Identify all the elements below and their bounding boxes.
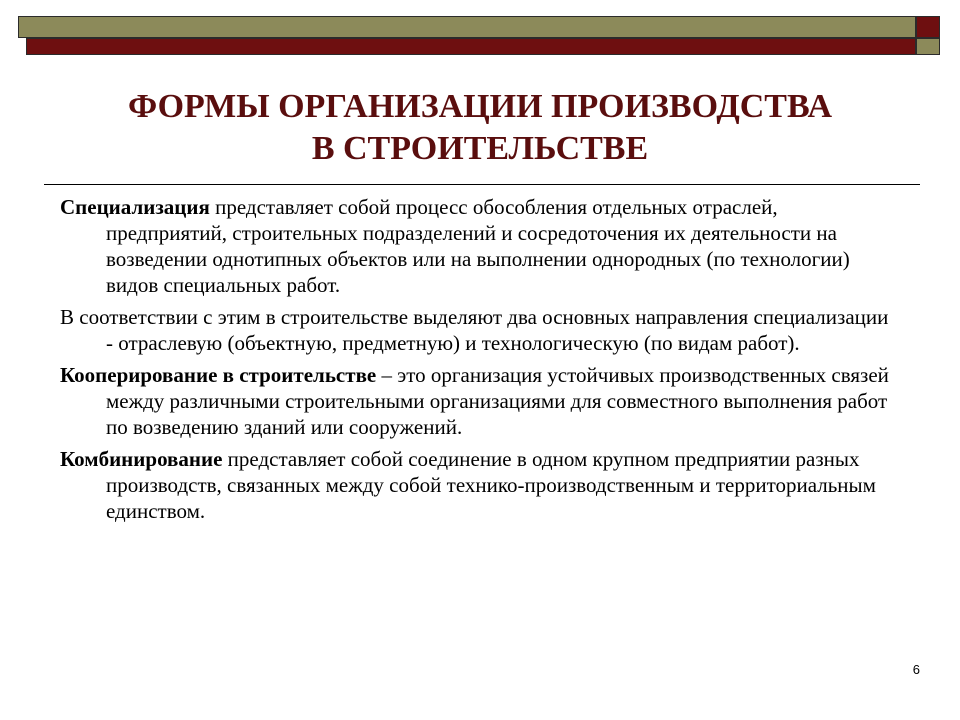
slide-title-line2: В СТРОИТЕЛЬСТВЕ (311, 130, 649, 167)
header-square-olive (916, 38, 940, 55)
paragraph-directions (60, 304, 900, 356)
slide-body (60, 194, 900, 530)
page-number: 6 (912, 662, 920, 677)
slide-title (40, 86, 920, 170)
paragraph-combination (60, 446, 900, 524)
header-bar-red (26, 38, 916, 55)
paragraph-specialization (60, 194, 900, 298)
term-cooperation: Кооперирование в строительстве (60, 363, 377, 387)
slide-title-line1: ФОРМЫ ОРГАНИЗАЦИИ ПРОИЗВОДСТВА (127, 88, 833, 125)
header-square-red (916, 16, 940, 38)
paragraph-cooperation (60, 362, 900, 440)
title-divider (44, 184, 920, 185)
header-bar-olive (18, 16, 916, 38)
paragraph-text: – это организация устойчивых производственных связей между различными строительными организациями для совместного выполнения работ по возведению зданий или сооружений. (106, 363, 889, 439)
paragraph-text: представляет собой соединение в одном крупном предприятии разных производств, связанных между собой технико-производственным и территориальным единством. (106, 447, 876, 523)
term-combination: Комбинирование (60, 447, 223, 471)
paragraph-text: В соответствии с этим в строительстве выделяют два основных направления специализации - отраслевую (объектную, предметную) и технологическую (по видам работ). (60, 305, 889, 355)
term-specialization: Специализация (60, 195, 210, 219)
paragraph-text: представляет собой процесс обособления отдельных отраслей, предприятий, строительных подразделений и сосредоточения их деятельности на возведении однотипных объектов или на выполнении однородных (по технологии) видов специальных работ. (106, 195, 850, 297)
